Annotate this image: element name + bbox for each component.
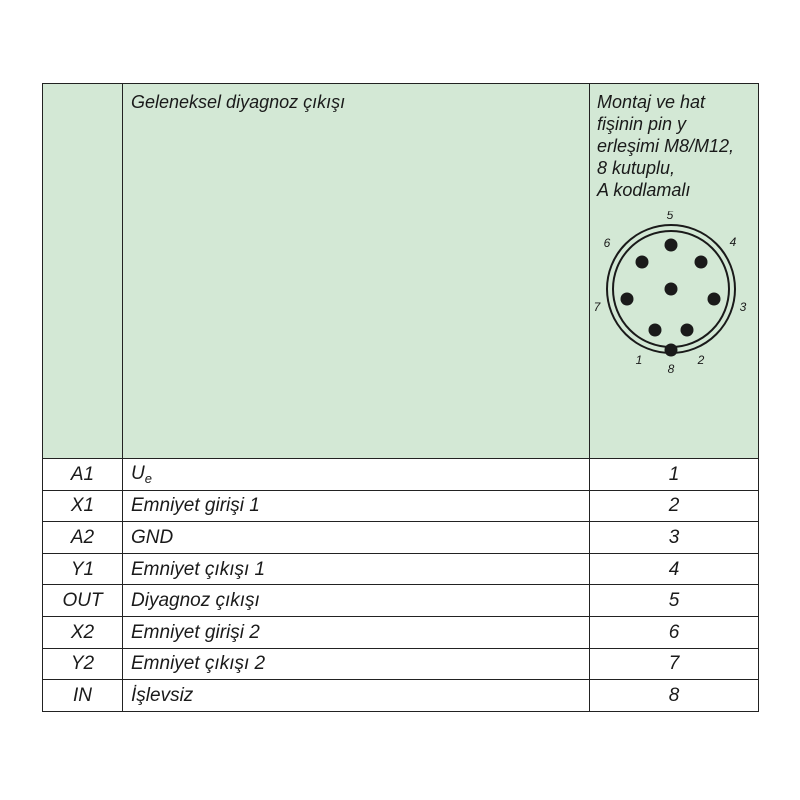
signal-cell: A2 bbox=[43, 522, 123, 554]
table-row bbox=[43, 459, 759, 491]
pin-cell: 2 bbox=[590, 490, 759, 522]
connector-coding-notch bbox=[665, 344, 678, 357]
pin-cell: 3 bbox=[590, 522, 759, 554]
signal-cell: X1 bbox=[43, 490, 123, 522]
header-row bbox=[43, 84, 759, 459]
signal-cell: OUT bbox=[43, 585, 123, 617]
signal-cell: IN bbox=[43, 680, 123, 712]
pin-label-3: 3 bbox=[739, 300, 747, 314]
description-cell bbox=[123, 459, 590, 491]
connector-title-line: 8 kutuplu, bbox=[597, 158, 676, 178]
header-connector-cell bbox=[590, 84, 759, 459]
pin-cell: 7 bbox=[590, 648, 759, 680]
connector-title-line: A kodlamalı bbox=[597, 180, 691, 200]
header-signal-cell bbox=[43, 84, 123, 459]
pin-label-7: 7 bbox=[593, 300, 601, 314]
description-cell: İşlevsiz bbox=[123, 680, 590, 712]
pin-assignment-table bbox=[42, 83, 759, 712]
pin-label-2: 2 bbox=[697, 353, 705, 367]
description-cell: Emniyet girişi 2 bbox=[123, 616, 590, 648]
pin-dot-3 bbox=[708, 293, 721, 306]
description-cell: Diyagnoz çıkışı bbox=[123, 585, 590, 617]
pin-label-6: 6 bbox=[603, 236, 611, 250]
pin-dot-2 bbox=[681, 324, 694, 337]
pin-cell: 8 bbox=[590, 680, 759, 712]
table-row bbox=[43, 522, 759, 554]
pin-label-1: 1 bbox=[635, 353, 643, 367]
description-main: U bbox=[131, 462, 145, 484]
pin-dot-7 bbox=[621, 293, 634, 306]
pin-label-5: 5 bbox=[666, 211, 674, 222]
signal-cell: X2 bbox=[43, 616, 123, 648]
table-row bbox=[43, 585, 759, 617]
description-cell: GND bbox=[123, 522, 590, 554]
description-cell: Emniyet çıkışı 2 bbox=[123, 648, 590, 680]
pin-dot-5 bbox=[665, 239, 678, 252]
pin-dot-1 bbox=[649, 324, 662, 337]
description-cell: Emniyet girişi 1 bbox=[123, 490, 590, 522]
pin-cell: 4 bbox=[590, 553, 759, 585]
pin-label-8: 8 bbox=[667, 362, 675, 376]
signal-cell: Y2 bbox=[43, 648, 123, 680]
description-column-title: Geleneksel diyagnoz çıkışı bbox=[131, 92, 346, 112]
connector-title-line: Montaj ve hat bbox=[597, 92, 706, 112]
signal-cell: A1 bbox=[43, 459, 123, 491]
description-cell: Emniyet çıkışı 1 bbox=[123, 553, 590, 585]
table-row bbox=[43, 490, 759, 522]
connector-pinout-diagram bbox=[593, 211, 753, 381]
table-row bbox=[43, 648, 759, 680]
header-description-cell bbox=[123, 84, 590, 459]
table-row bbox=[43, 616, 759, 648]
table-row bbox=[43, 680, 759, 712]
pin-cell: 6 bbox=[590, 616, 759, 648]
pin-label-4: 4 bbox=[729, 235, 737, 249]
connector-title-line: erleşimi M8/M12, bbox=[597, 136, 735, 156]
pin-dot-8 bbox=[665, 283, 678, 296]
pin-dot-4 bbox=[695, 256, 708, 269]
pin-dot-6 bbox=[636, 256, 649, 269]
connector-column-title bbox=[590, 84, 758, 201]
description-subscript: e bbox=[144, 470, 152, 486]
connector-title-line: fişinin pin y bbox=[597, 114, 687, 134]
pin-cell: 1 bbox=[590, 459, 759, 491]
signal-cell: Y1 bbox=[43, 553, 123, 585]
table-row bbox=[43, 553, 759, 585]
pin-cell: 5 bbox=[590, 585, 759, 617]
